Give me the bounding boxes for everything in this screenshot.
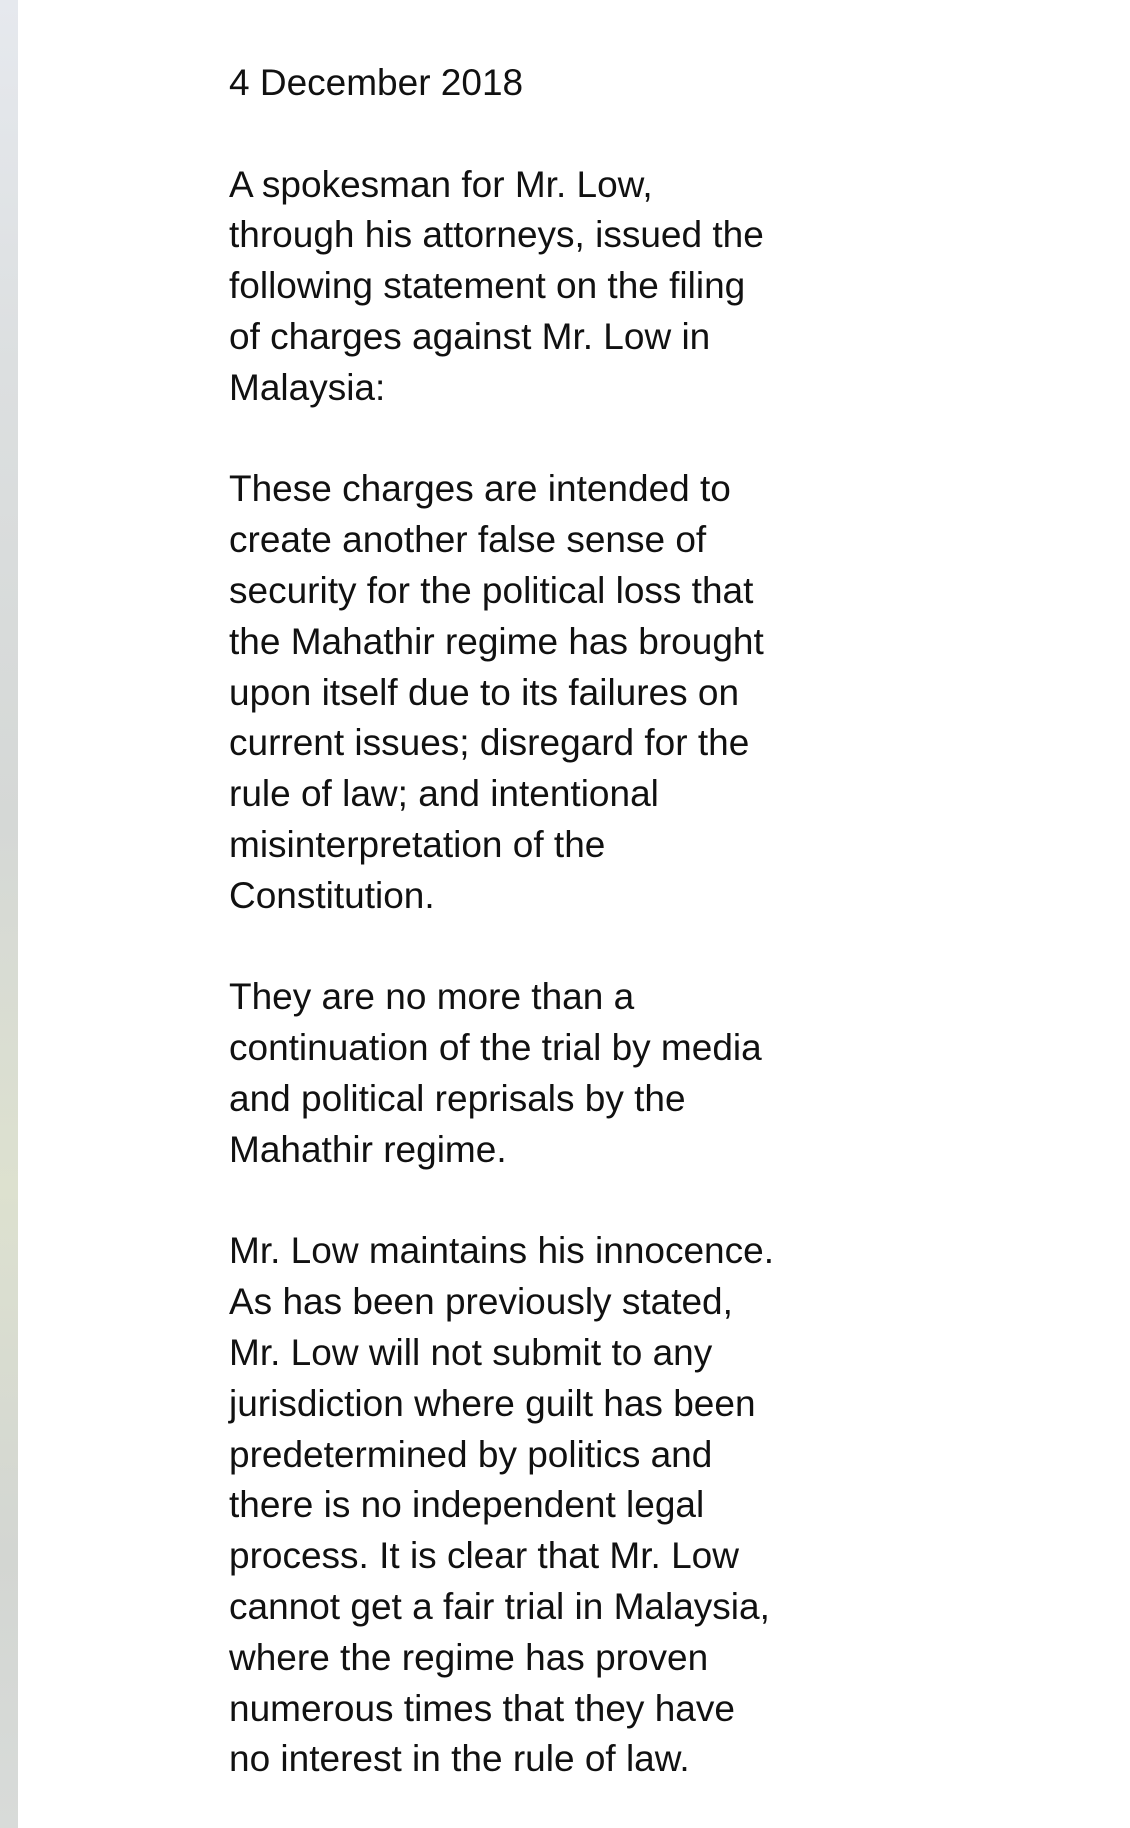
note-date: 4 December 2018 — [229, 62, 524, 103]
paragraph-innocence: Mr. Low maintains his innocence. As has been previously stated, Mr. Low will not submit to any jurisdiction where guilt has been predetermined by politics and there is no independent legal process. It is clear that Mr. Low cannot get a fair trial in Malaysia, where the regime has proven numerous times that they have no interest in the rule of law. — [229, 1230, 774, 1780]
paragraph-continuation: They are no more than a continuation of the trial by media and political reprisals by the Mahathir regime. — [229, 976, 762, 1170]
note-page — [18, 0, 1130, 1828]
note-body[interactable] — [229, 58, 839, 1785]
paragraph-charges: These charges are intended to create another false sense of security for the political loss that the Mahathir regime has brought upon itself due to its failures on current issues; disregard for the rule of law; and intentional misinterpretation of the Constitution. — [229, 468, 764, 916]
paragraph-intro: A spokesman for Mr. Low, through his attorneys, issued the following statement on the filing of charges against Mr. Low in Malaysia: — [229, 163, 764, 408]
window-edge-strip — [0, 0, 18, 1828]
